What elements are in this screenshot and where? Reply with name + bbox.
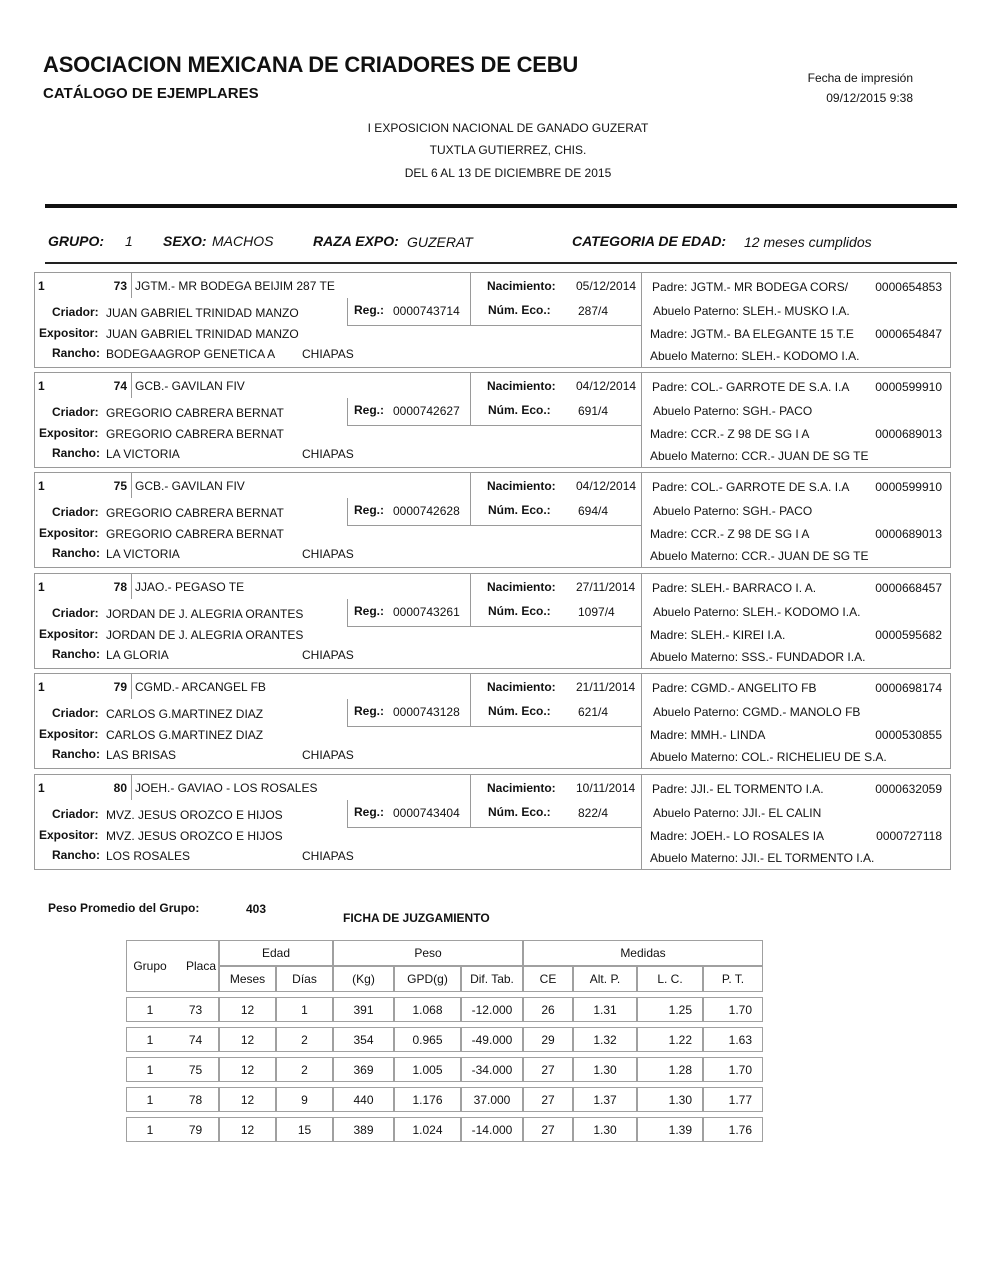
- judging-table: [126, 940, 763, 1142]
- table-cell: 2: [276, 1057, 333, 1082]
- reg-value: 0000743128: [393, 705, 460, 719]
- padre: Padre: CGMD.- ANGELITO FB: [652, 681, 817, 695]
- madre-reg: 0000727118: [876, 829, 942, 843]
- abuelo-paterno: Abuelo Paterno: SLEH.- MUSKO I.A.: [653, 304, 850, 318]
- col-medidas: Medidas: [523, 940, 763, 966]
- col-dias: Días: [276, 966, 333, 992]
- reg-label: Reg.:: [354, 604, 384, 618]
- rancho-label: Rancho:: [52, 446, 100, 460]
- event-location: TUXTLA GUTIERREZ, CHIS.: [429, 143, 587, 157]
- col-meses: Meses: [219, 966, 276, 992]
- table-cell: 27: [523, 1117, 573, 1142]
- animal-name: GCB.- GAVILAN FIV: [135, 379, 245, 393]
- estado-value: CHIAPAS: [302, 648, 354, 662]
- abuelo-materno: Abuelo Materno: CCR.- JUAN DE SG TE: [650, 449, 869, 463]
- abuelo-paterno: Abuelo Paterno: SGH.- PACO: [653, 404, 813, 418]
- table-cell: 12: [219, 997, 276, 1022]
- table-cell: 37.000: [461, 1087, 523, 1112]
- animal-name-cell: [131, 272, 471, 299]
- table-row: [126, 1117, 763, 1142]
- group-info-bar: [48, 233, 948, 251]
- card-grupo: 1: [38, 279, 45, 293]
- categoria-value: 12 meses cumplidos: [744, 234, 872, 250]
- table-cell: 389: [333, 1117, 394, 1142]
- peso-promedio-value: 403: [246, 902, 267, 916]
- padre-reg: 0000599910: [875, 480, 942, 494]
- num-eco-value: 1097/4: [578, 605, 615, 619]
- reg-label: Reg.:: [354, 403, 384, 417]
- pedigree-box: [641, 673, 951, 769]
- grupo-value: 1: [125, 233, 133, 249]
- madre: Madre: SLEH.- KIREI I.A.: [650, 628, 786, 642]
- madre-reg: 0000530855: [875, 728, 942, 742]
- animal-name: JGTM.- MR BODEGA BEIJIM 287 TE: [135, 279, 335, 293]
- madre-reg: 0000689013: [875, 527, 942, 541]
- association-title: ASOCIACION MEXICANA DE CRIADORES DE CEBU: [43, 52, 579, 77]
- criador-value: CARLOS G.MARTINEZ DIAZ: [106, 707, 264, 721]
- table-cell: 12: [219, 1027, 276, 1052]
- col-gpd: GPD(g): [394, 966, 461, 992]
- num-eco-label: Núm. Eco.:: [488, 503, 551, 517]
- table-cell: 391: [333, 997, 394, 1022]
- num-eco-label: Núm. Eco.:: [488, 604, 551, 618]
- col-dif-tab: Dif. Tab.: [461, 966, 523, 992]
- padre-reg: 0000698174: [875, 681, 942, 695]
- nacimiento-label: Nacimiento:: [487, 479, 556, 493]
- nacimiento-cell: [470, 472, 642, 499]
- animal-card: [34, 573, 951, 669]
- pedigree-box: [641, 573, 951, 669]
- criador-value: JORDAN DE J. ALEGRIA ORANTES: [106, 607, 304, 621]
- table-cell: 1: [126, 997, 173, 1022]
- padre: Padre: JGTM.- MR BODEGA CORS/: [652, 280, 849, 294]
- ficha-title: FICHA DE JUZGAMIENTO: [343, 911, 490, 925]
- nacimiento-value: 21/11/2014: [576, 680, 636, 694]
- num-eco-value: 691/4: [578, 404, 609, 418]
- padre: Padre: SLEH.- BARRACO I. A.: [652, 581, 817, 595]
- nacimiento-cell: [470, 573, 642, 600]
- table-cell: -12.000: [461, 997, 523, 1022]
- table-cell: 1.25: [637, 997, 703, 1022]
- animal-name-cell: [131, 573, 471, 600]
- nacimiento-value: 10/11/2014: [576, 781, 636, 795]
- table-cell: 1: [126, 1087, 173, 1112]
- reg-cell: [347, 599, 471, 627]
- estado-value: CHIAPAS: [302, 849, 354, 863]
- grupo-placa-cell: [34, 272, 132, 299]
- animal-card: [34, 472, 951, 568]
- catalog-subtitle: CATÁLOGO DE EJEMPLARES: [43, 85, 259, 102]
- group-divider: [45, 262, 957, 264]
- col-peso: Peso: [333, 940, 523, 966]
- abuelo-materno: Abuelo Materno: SLEH.- KODOMO I.A.: [650, 349, 860, 363]
- pedigree-box: [641, 272, 951, 368]
- table-cell: 1.024: [394, 1117, 461, 1142]
- expositor-label: Expositor:: [39, 326, 99, 340]
- animal-card: [34, 774, 951, 870]
- grupo-placa-cell: [34, 573, 132, 600]
- col-pt: P. T.: [703, 966, 763, 992]
- grupo-placa-cell: [34, 372, 132, 399]
- table-cell: 73: [173, 997, 219, 1022]
- table-cell: 1.30: [573, 1117, 637, 1142]
- criador-value: GREGORIO CABRERA BERNAT: [106, 406, 284, 420]
- num-eco-label: Núm. Eco.:: [488, 303, 551, 317]
- expositor-value: CARLOS G.MARTINEZ DIAZ: [106, 728, 264, 742]
- animal-name: JOEH.- GAVIAO - LOS ROSALES: [135, 781, 318, 795]
- table-cell: 1.77: [703, 1087, 763, 1112]
- nacimiento-label: Nacimiento:: [487, 580, 556, 594]
- madre-reg: 0000689013: [875, 427, 942, 441]
- num-eco-cell: [470, 398, 642, 426]
- reg-value: 0000743261: [393, 605, 460, 619]
- card-placa: 80: [113, 781, 127, 795]
- expositor-label: Expositor:: [39, 627, 99, 641]
- criador-value: GREGORIO CABRERA BERNAT: [106, 506, 284, 520]
- pedigree-box: [641, 472, 951, 568]
- col-ce: CE: [523, 966, 573, 992]
- card-grupo: 1: [38, 680, 45, 694]
- nacimiento-value: 27/11/2014: [576, 580, 636, 594]
- grupo-placa-cell: [34, 472, 132, 499]
- nacimiento-label: Nacimiento:: [487, 680, 556, 694]
- rancho-value: LAS BRISAS: [106, 748, 177, 762]
- table-row: [126, 1027, 763, 1052]
- table-cell: 1.176: [394, 1087, 461, 1112]
- estado-value: CHIAPAS: [302, 547, 354, 561]
- criador-label: Criador:: [52, 706, 99, 720]
- num-eco-cell: [470, 498, 642, 526]
- animal-name-cell: [131, 774, 471, 801]
- raza-label: RAZA EXPO:: [313, 233, 399, 249]
- madre-reg: 0000595682: [875, 628, 942, 642]
- card-grupo: 1: [38, 580, 45, 594]
- rancho-label: Rancho:: [52, 346, 100, 360]
- col-lc: L. C.: [637, 966, 703, 992]
- abuelo-paterno: Abuelo Paterno: SGH.- PACO: [653, 504, 813, 518]
- expositor-value: JORDAN DE J. ALEGRIA ORANTES: [106, 628, 304, 642]
- card-placa: 79: [113, 680, 127, 694]
- expositor-label: Expositor:: [39, 828, 99, 842]
- col-alt-p: Alt. P.: [573, 966, 637, 992]
- num-eco-label: Núm. Eco.:: [488, 805, 551, 819]
- reg-value: 0000742627: [393, 404, 460, 418]
- table-cell: 15: [276, 1117, 333, 1142]
- num-eco-value: 694/4: [578, 504, 609, 518]
- table-row: [126, 997, 763, 1022]
- nacimiento-label: Nacimiento:: [487, 379, 556, 393]
- estado-value: CHIAPAS: [302, 748, 354, 762]
- padre-reg: 0000654853: [875, 280, 942, 294]
- animal-name-cell: [131, 673, 471, 700]
- peso-promedio-label: Peso Promedio del Grupo:: [48, 901, 200, 915]
- num-eco-cell: [470, 599, 642, 627]
- rancho-label: Rancho:: [52, 848, 100, 862]
- nacimiento-value: 04/12/2014: [576, 379, 637, 393]
- madre-reg: 0000654847: [875, 327, 942, 341]
- table-cell: 1: [126, 1057, 173, 1082]
- criador-label: Criador:: [52, 807, 99, 821]
- table-cell: 75: [173, 1057, 219, 1082]
- abuelo-paterno: Abuelo Paterno: CGMD.- MANOLO FB: [653, 705, 861, 719]
- table-cell: 1.39: [637, 1117, 703, 1142]
- abuelo-materno: Abuelo Materno: COL.- RICHELIEU DE S.A.: [650, 750, 887, 764]
- animal-name: JJAO.- PEGASO TE: [135, 580, 245, 594]
- nacimiento-value: 05/12/2014: [576, 279, 637, 293]
- expositor-value: GREGORIO CABRERA BERNAT: [106, 427, 284, 441]
- criador-label: Criador:: [52, 606, 99, 620]
- reg-cell: [347, 298, 471, 326]
- table-cell: 1.30: [573, 1057, 637, 1082]
- nacimiento-cell: [470, 372, 642, 399]
- nacimiento-cell: [470, 673, 642, 700]
- table-cell: 354: [333, 1027, 394, 1052]
- col-placa: Placa: [173, 940, 219, 992]
- grupo-label: GRUPO:: [48, 233, 104, 249]
- card-grupo: 1: [38, 479, 45, 493]
- nacimiento-cell: [470, 272, 642, 299]
- table-cell: 1.005: [394, 1057, 461, 1082]
- reg-cell: [347, 800, 471, 828]
- table-cell: 1.70: [703, 1057, 763, 1082]
- madre: Madre: CCR.- Z 98 DE SG I A: [650, 527, 810, 541]
- pedigree-box: [641, 774, 951, 870]
- expositor-label: Expositor:: [39, 426, 99, 440]
- table-cell: 78: [173, 1087, 219, 1112]
- table-cell: 1.28: [637, 1057, 703, 1082]
- table-cell: -49.000: [461, 1027, 523, 1052]
- table-cell: 1: [276, 997, 333, 1022]
- num-eco-value: 822/4: [578, 806, 609, 820]
- card-grupo: 1: [38, 781, 45, 795]
- madre: Madre: JOEH.- LO ROSALES IA: [650, 829, 825, 843]
- table-row: [126, 1087, 763, 1112]
- table-cell: 27: [523, 1087, 573, 1112]
- table-row: [126, 1057, 763, 1082]
- nacimiento-value: 04/12/2014: [576, 479, 637, 493]
- table-cell: 1: [126, 1117, 173, 1142]
- num-eco-cell: [470, 800, 642, 828]
- reg-cell: [347, 699, 471, 727]
- table-cell: 1.37: [573, 1087, 637, 1112]
- rancho-label: Rancho:: [52, 747, 100, 761]
- reg-label: Reg.:: [354, 303, 384, 317]
- table-cell: 1.31: [573, 997, 637, 1022]
- table-cell: 1.76: [703, 1117, 763, 1142]
- padre: Padre: JJI.- EL TORMENTO I.A.: [652, 782, 824, 796]
- expositor-value: JUAN GABRIEL TRINIDAD MANZO: [106, 327, 299, 341]
- table-cell: 1.70: [703, 997, 763, 1022]
- reg-label: Reg.:: [354, 503, 384, 517]
- criador-label: Criador:: [52, 305, 99, 319]
- rancho-label: Rancho:: [52, 647, 100, 661]
- madre: Madre: MMH.- LINDA: [650, 728, 766, 742]
- num-eco-cell: [470, 699, 642, 727]
- abuelo-paterno: Abuelo Paterno: SLEH.- KODOMO I.A.: [653, 605, 861, 619]
- rancho-label: Rancho:: [52, 546, 100, 560]
- table-cell: 79: [173, 1117, 219, 1142]
- raza-value: GUZERAT: [407, 234, 473, 250]
- col-grupo: Grupo: [126, 940, 173, 992]
- num-eco-label: Núm. Eco.:: [488, 403, 551, 417]
- madre: Madre: JGTM.- BA ELEGANTE 15 T.E: [650, 327, 854, 341]
- expositor-label: Expositor:: [39, 727, 99, 741]
- animal-name-cell: [131, 372, 471, 399]
- pedigree-box: [641, 372, 951, 468]
- event-dates: DEL 6 AL 13 DE DICIEMBRE DE 2015: [404, 166, 612, 180]
- reg-cell: [347, 498, 471, 526]
- table-cell: 27: [523, 1057, 573, 1082]
- card-placa: 73: [113, 279, 127, 293]
- table-cell: 2: [276, 1027, 333, 1052]
- expositor-label: Expositor:: [39, 526, 99, 540]
- animal-name: CGMD.- ARCANGEL FB: [135, 680, 266, 694]
- card-placa: 75: [113, 479, 127, 493]
- table-cell: 369: [333, 1057, 394, 1082]
- table-cell: 12: [219, 1087, 276, 1112]
- padre-reg: 0000668457: [875, 581, 942, 595]
- table-cell: 1.22: [637, 1027, 703, 1052]
- table-cell: 9: [276, 1087, 333, 1112]
- table-cell: 12: [219, 1117, 276, 1142]
- expositor-value: GREGORIO CABRERA BERNAT: [106, 527, 284, 541]
- criador-value: MVZ. JESUS OROZCO E HIJOS: [106, 808, 283, 822]
- estado-value: CHIAPAS: [302, 447, 354, 461]
- expositor-value: MVZ. JESUS OROZCO E HIJOS: [106, 829, 283, 843]
- reg-cell: [347, 398, 471, 426]
- estado-value: CHIAPAS: [302, 347, 354, 361]
- categoria-label: CATEGORIA DE EDAD:: [572, 233, 726, 249]
- table-cell: 1.068: [394, 997, 461, 1022]
- criador-label: Criador:: [52, 405, 99, 419]
- num-eco-label: Núm. Eco.:: [488, 704, 551, 718]
- madre: Madre: CCR.- Z 98 DE SG I A: [650, 427, 810, 441]
- card-placa: 74: [113, 379, 127, 393]
- reg-value: 0000742628: [393, 504, 460, 518]
- table-cell: -14.000: [461, 1117, 523, 1142]
- num-eco-cell: [470, 298, 642, 326]
- card-placa: 78: [113, 580, 127, 594]
- abuelo-paterno: Abuelo Paterno: JJI.- EL CALIN: [653, 806, 822, 820]
- padre-reg: 0000632059: [875, 782, 942, 796]
- padre: Padre: COL.- GARROTE DE S.A. I.A: [652, 480, 850, 494]
- criador-label: Criador:: [52, 505, 99, 519]
- rancho-value: LOS ROSALES: [106, 849, 191, 863]
- nacimiento-label: Nacimiento:: [487, 279, 556, 293]
- animal-card: [34, 272, 951, 368]
- criador-value: JUAN GABRIEL TRINIDAD MANZO: [106, 306, 299, 320]
- table-cell: 74: [173, 1027, 219, 1052]
- reg-label: Reg.:: [354, 704, 384, 718]
- print-date-label: Fecha de impresión: [807, 71, 913, 85]
- table-cell: 0.965: [394, 1027, 461, 1052]
- reg-value: 0000743404: [393, 806, 460, 820]
- rancho-value: LA VICTORIA: [106, 547, 180, 561]
- num-eco-value: 621/4: [578, 705, 609, 719]
- abuelo-materno: Abuelo Materno: SSS.- FUNDADOR I.A.: [650, 650, 866, 664]
- nacimiento-label: Nacimiento:: [487, 781, 556, 795]
- col-kg: (Kg): [333, 966, 394, 992]
- print-date-value: 09/12/2015 9:38: [826, 91, 913, 105]
- abuelo-materno: Abuelo Materno: CCR.- JUAN DE SG TE: [650, 549, 869, 563]
- table-cell: 29: [523, 1027, 573, 1052]
- table-cell: -34.000: [461, 1057, 523, 1082]
- reg-value: 0000743714: [393, 304, 460, 318]
- animal-card: [34, 372, 951, 468]
- card-grupo: 1: [38, 379, 45, 393]
- padre: Padre: COL.- GARROTE DE S.A. I.A: [652, 380, 850, 394]
- table-cell: 1: [126, 1027, 173, 1052]
- sexo-label: SEXO:: [163, 233, 207, 249]
- animal-card: [34, 673, 951, 769]
- table-cell: 440: [333, 1087, 394, 1112]
- col-edad: Edad: [219, 940, 333, 966]
- animal-name-cell: [131, 472, 471, 499]
- rancho-value: BODEGAAGROP GENETICA A: [106, 347, 276, 361]
- table-cell: 1.30: [637, 1087, 703, 1112]
- table-cell: 1.32: [573, 1027, 637, 1052]
- header-divider: [45, 204, 957, 208]
- table-cell: 1.63: [703, 1027, 763, 1052]
- abuelo-materno: Abuelo Materno: JJI.- EL TORMENTO I.A.: [650, 851, 875, 865]
- padre-reg: 0000599910: [875, 380, 942, 394]
- num-eco-value: 287/4: [578, 304, 609, 318]
- grupo-placa-cell: [34, 673, 132, 700]
- reg-label: Reg.:: [354, 805, 384, 819]
- grupo-placa-cell: [34, 774, 132, 801]
- table-cell: 26: [523, 997, 573, 1022]
- rancho-value: LA GLORIA: [106, 648, 169, 662]
- event-name: I EXPOSICION NACIONAL DE GANADO GUZERAT: [367, 121, 649, 135]
- sexo-value: MACHOS: [212, 233, 274, 249]
- rancho-value: LA VICTORIA: [106, 447, 180, 461]
- nacimiento-cell: [470, 774, 642, 801]
- table-cell: 12: [219, 1057, 276, 1082]
- animal-name: GCB.- GAVILAN FIV: [135, 479, 245, 493]
